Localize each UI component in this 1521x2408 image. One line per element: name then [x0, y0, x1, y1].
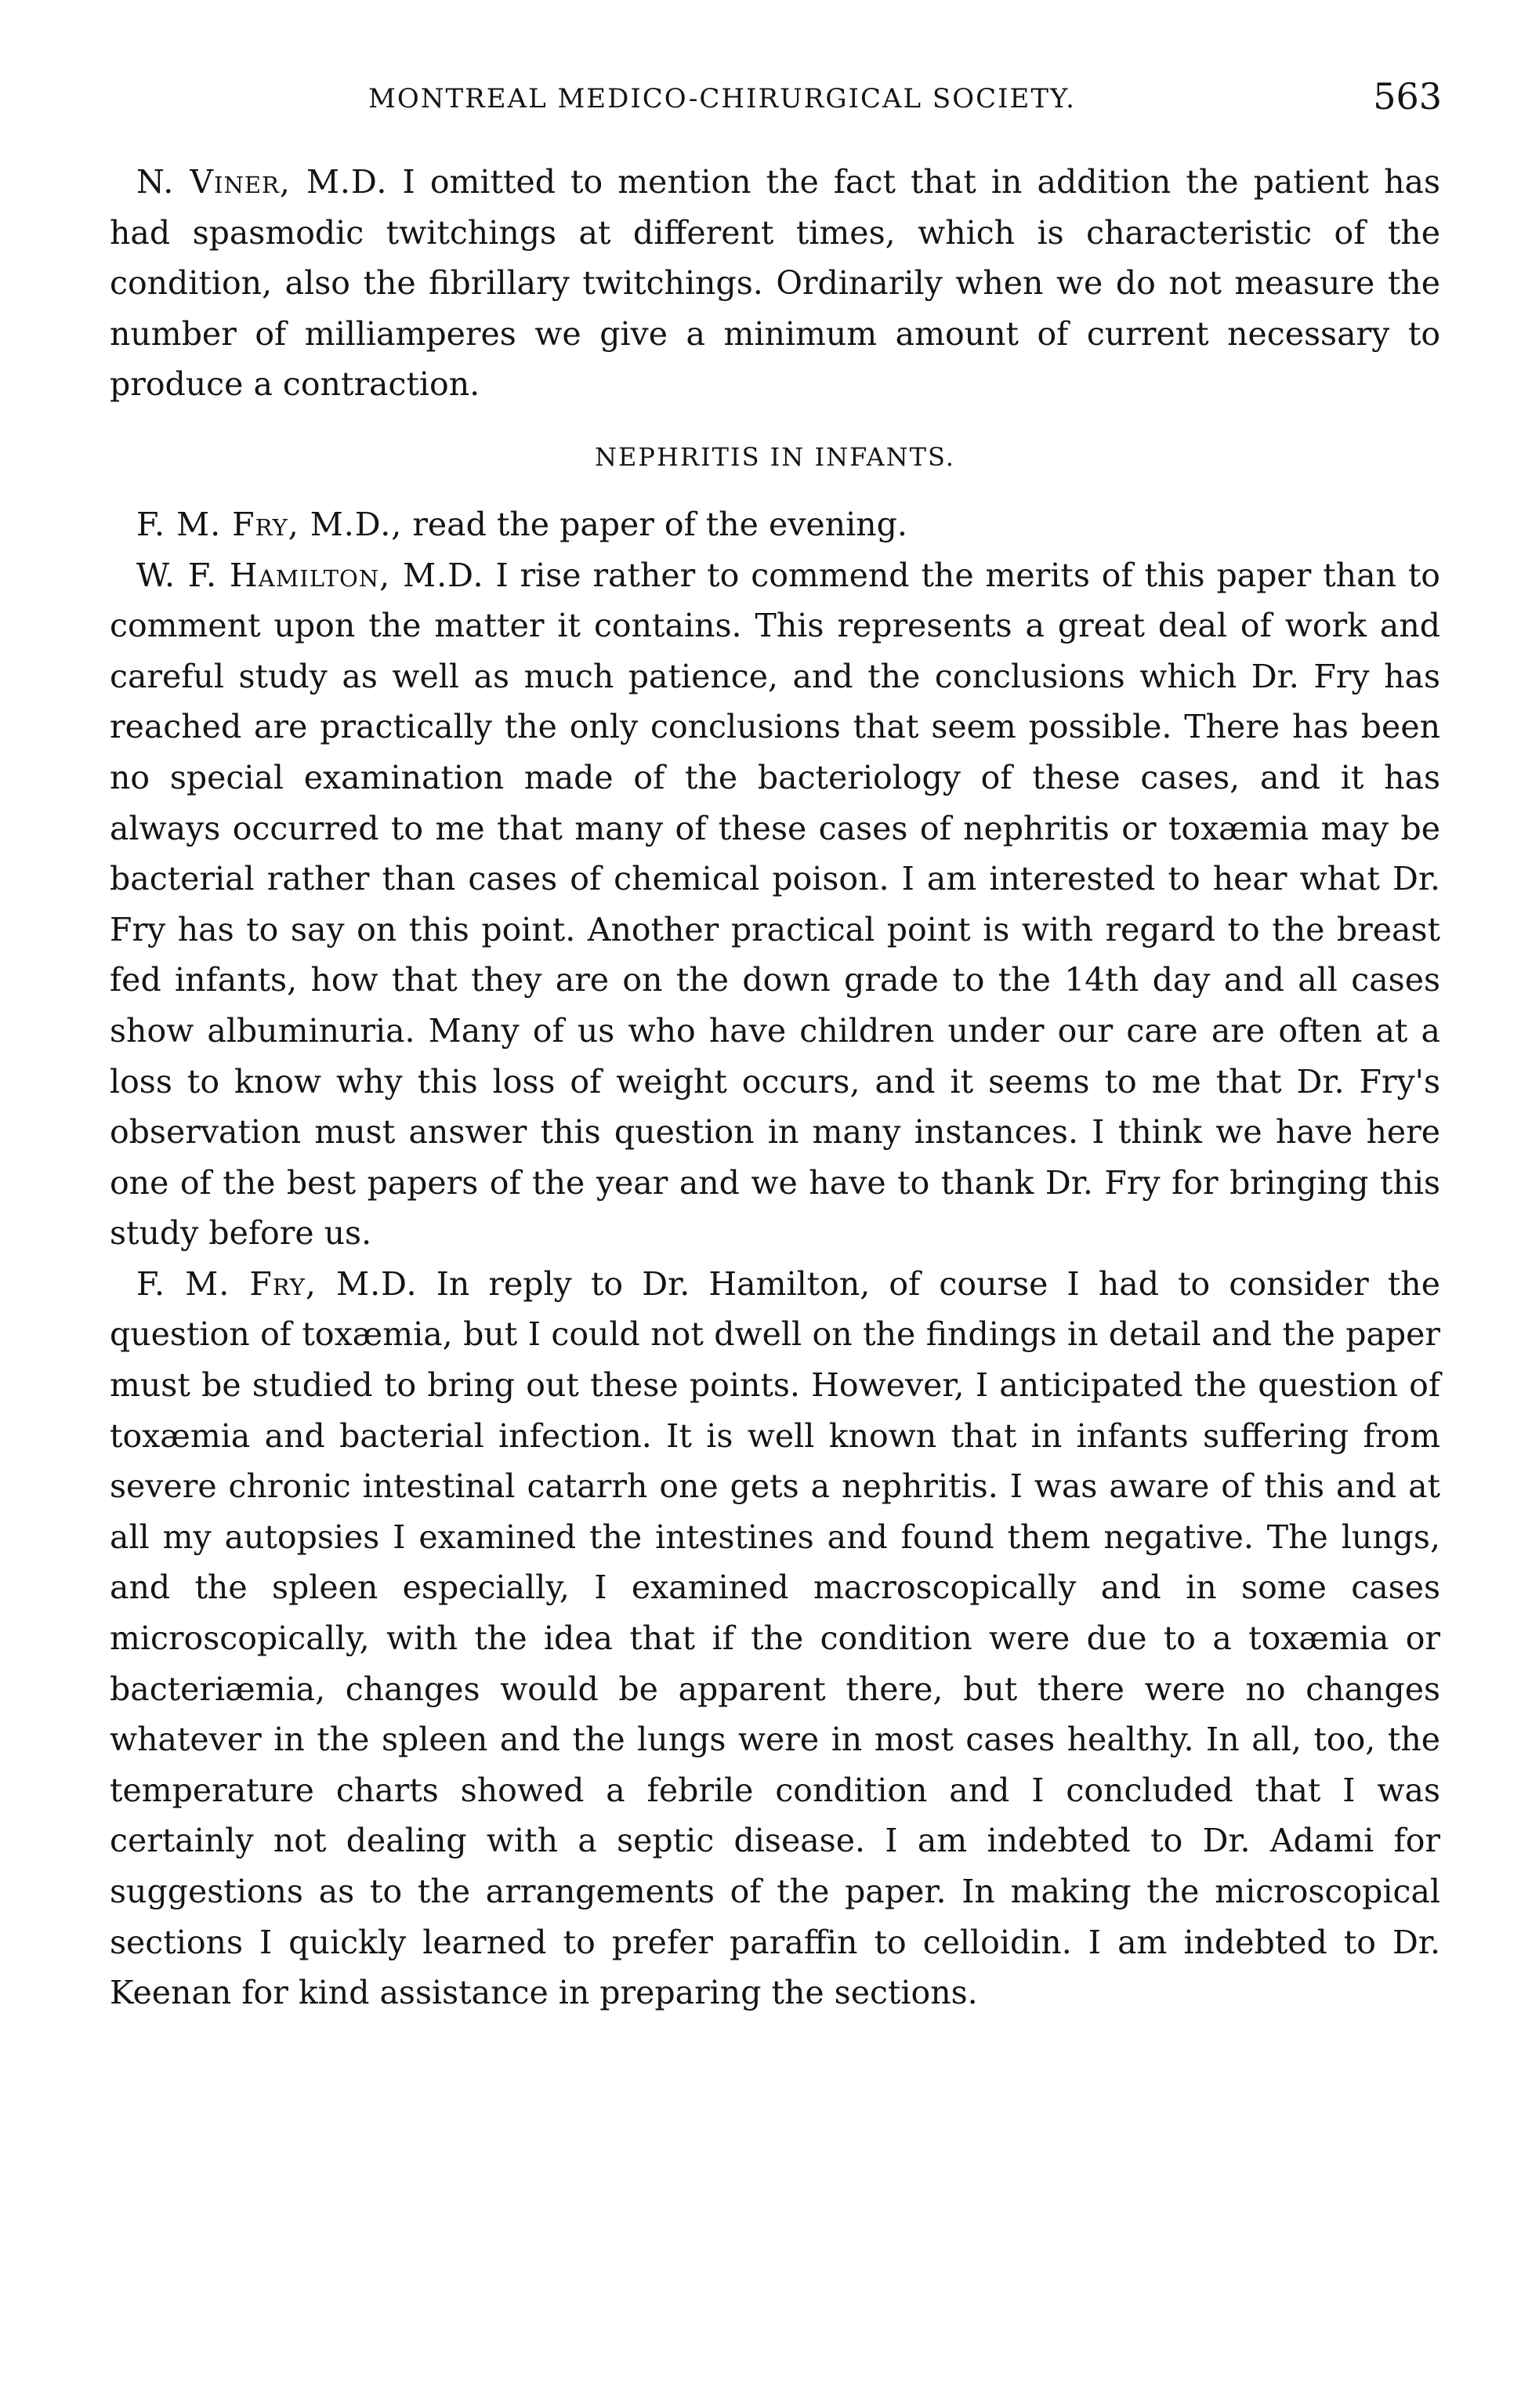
page-number: 563: [1373, 75, 1442, 118]
speaker-name: F. M. Fry, M.D.,: [136, 505, 403, 543]
speaker-name: W. F. Hamilton, M.D.: [136, 556, 484, 594]
paragraph-hamilton: [110, 550, 1440, 1259]
section-heading: NEPHRITIS IN INFANTS.: [595, 441, 955, 472]
speaker-name: N. Viner, M.D.: [136, 163, 388, 201]
paragraph-text: In reply to Dr. Hamilton, of course I had to consider the question of toxæmia, but I could not dwell on the findings in detail and the paper must be studied to bring out these points. However, I anticipated the question of toxæmia and bacterial infection. It is well known that in infants suffering from severe chronic intestinal catarrh one gets a nephritis. I was aware of this and at all my autopsies I examined the intestines and found them negative. The lungs, and the spleen especially, I examined macroscopically and in some cases microscopically, with the idea that if the condition were due to a toxæmia or bacteriæmia, changes would be apparent there, but there were no changes whatever in the spleen and the lungs were in most cases healthy. In all, too, the temperature charts showed a febrile condition and I concluded that I was certainly not dealing with a septic disease. I am indebted to Dr. Adami for suggestions as to the arrangements of the paper. In making the microscopical sections I quickly learned to prefer paraffin to celloidin. I am indebted to Dr. Keenan for kind assistance in preparing the sections.: [110, 1264, 1440, 2012]
running-title: MONTREAL MEDICO-CHIRURGICAL SOCIETY.: [368, 83, 1076, 114]
paragraph-fry-intro: [110, 499, 1440, 550]
paragraph-viner: [110, 157, 1440, 410]
paragraph-fry-reply: [110, 1259, 1440, 2018]
paragraph-text: I omitted to mention the fact that in addition the patient has had spasmodic twitchings at different times, which is characteristic of the condition, also the fibrillary twitchings. Ordinarily when we do not measure the number of milliamperes we give a minimum amount of current necessary to produce a contraction.: [110, 163, 1440, 404]
speaker-name: F. M. Fry, M.D.: [136, 1264, 418, 1303]
paragraph-text: I rise rather to commend the merits of this paper than to comment upon the matter it contains. This represents a great deal of work and careful study as well as much patience, and the conclusions which Dr. Fry has reached are practically the only conclusions that seem possible. There has been no special examination made of the bacteriology of these cases, and it has always occurred to me that many of these cases of nephritis or toxæmia may be bacterial rather than cases of chemical poison. I am interested to hear what Dr. Fry has to say on this point. Another practical point is with regard to the breast fed infants, how that they are on the down grade to the 14th day and all cases show albuminuria. Many of us who have children under our care are often at a loss to know why this loss of weight occurs, and it seems to me that Dr. Fry's observation must answer this question in many instances. I think we have here one of the best papers of the year and we have to thank Dr. Fry for bringing this study before us.: [110, 556, 1440, 1253]
running-head: [110, 75, 1442, 125]
paragraph-text: read the paper of the evening.: [412, 505, 907, 543]
body-text: [110, 157, 1440, 2018]
